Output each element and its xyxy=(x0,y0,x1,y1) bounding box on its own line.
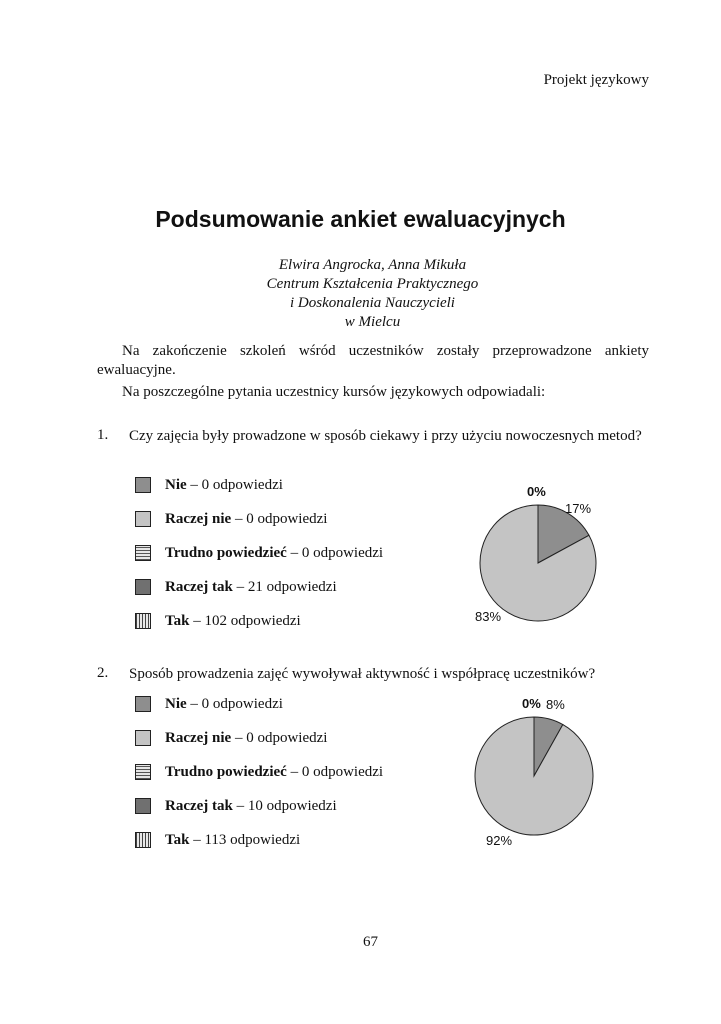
legend-item-trudno-powiedziec xyxy=(135,543,383,563)
article-title: Podsumowanie ankiet ewaluacyjnych xyxy=(155,206,566,232)
pie-label-nie: 0% xyxy=(522,696,541,711)
answer-detail: – 102 odpowiedzi xyxy=(189,612,301,629)
pie-slice-tak xyxy=(475,717,593,835)
answer-label: Tak xyxy=(165,831,190,848)
pie-label-tak: 83% xyxy=(475,609,502,624)
legend-item-tak xyxy=(135,830,300,850)
legend-item-raczej-nie xyxy=(135,509,327,529)
institution-line-2: i Doskonalenia Nauczycieli xyxy=(290,295,455,311)
legend-item-nie xyxy=(135,475,283,495)
answer-label: Nie xyxy=(165,695,187,712)
answer-label: Trudno powiedzieć xyxy=(165,544,287,561)
legend-item-raczej-nie xyxy=(135,728,327,748)
answer-label: Raczej tak xyxy=(165,578,233,595)
legend-item-tak xyxy=(135,611,301,631)
swatch-tak xyxy=(135,613,151,629)
swatch-tak xyxy=(135,832,151,848)
page-number: 67 xyxy=(363,934,378,950)
pie-label-nie: 0% xyxy=(527,484,546,499)
running-header: Projekt językowy xyxy=(543,72,649,88)
swatch-raczej-nie xyxy=(135,511,151,527)
legend-item-nie xyxy=(135,694,283,714)
institution-city: w Mielcu xyxy=(344,314,401,330)
answer-label: Trudno powiedzieć xyxy=(165,763,287,780)
answer-label: Nie xyxy=(165,476,187,493)
answer-detail: – 113 odpowiedzi xyxy=(189,831,301,848)
pie-chart-1 xyxy=(440,470,640,640)
answer-label: Raczej nie xyxy=(165,729,232,746)
swatch-trudno-powiedziec xyxy=(135,764,151,780)
author-block xyxy=(0,256,721,332)
author-names: Elwira Angrocka, Anna Mikuła xyxy=(278,257,467,273)
answer-detail: – 0 odpowiedzi xyxy=(186,476,283,493)
pie-chart-2 xyxy=(440,690,640,855)
pie-label-tak: 92% xyxy=(486,833,513,848)
question-2-number: 2. xyxy=(97,665,109,681)
answer-detail: – 0 odpowiedzi xyxy=(286,763,384,780)
swatch-trudno-powiedziec xyxy=(135,545,151,561)
swatch-raczej-tak xyxy=(135,579,151,595)
question-1-text: Czy zajęcia były prowadzone w sposób ciekawy i przy użyciu nowoczesnych metod? xyxy=(129,428,642,444)
answer-label: Raczej nie xyxy=(165,510,232,527)
answer-label: Tak xyxy=(165,612,190,629)
pie-label-raczej-tak: 8% xyxy=(546,697,565,712)
answer-detail: – 10 odpowiedzi xyxy=(232,797,337,814)
answer-detail: – 21 odpowiedzi xyxy=(232,578,337,595)
swatch-nie xyxy=(135,477,151,493)
answer-detail: – 0 odpowiedzi xyxy=(231,510,328,527)
swatch-raczej-tak xyxy=(135,798,151,814)
answer-detail: – 0 odpowiedzi xyxy=(286,544,384,561)
pie-label-raczej-tak: 17% xyxy=(565,501,592,516)
question-2-text: Sposób prowadzenia zajęć wywoływał aktywność i współpracę uczestników? xyxy=(129,666,596,682)
question-1-number: 1. xyxy=(97,427,109,443)
legend-item-raczej-tak xyxy=(135,796,337,816)
answer-detail: – 0 odpowiedzi xyxy=(231,729,328,746)
institution-line-1: Centrum Kształcenia Praktycznego xyxy=(266,276,479,292)
swatch-nie xyxy=(135,696,151,712)
intro-paragraph-1: Na zakończenie szkoleń wśród uczestników zostały przeprowadzone ankiety ewaluacyjne. xyxy=(97,343,649,378)
answer-detail: – 0 odpowiedzi xyxy=(186,695,283,712)
intro-paragraph-2: Na poszczególne pytania uczestnicy kursów językowych odpowiadali: xyxy=(122,384,546,400)
swatch-raczej-nie xyxy=(135,730,151,746)
answer-label: Raczej tak xyxy=(165,797,233,814)
legend-item-trudno-powiedziec xyxy=(135,762,383,782)
legend-item-raczej-tak xyxy=(135,577,337,597)
